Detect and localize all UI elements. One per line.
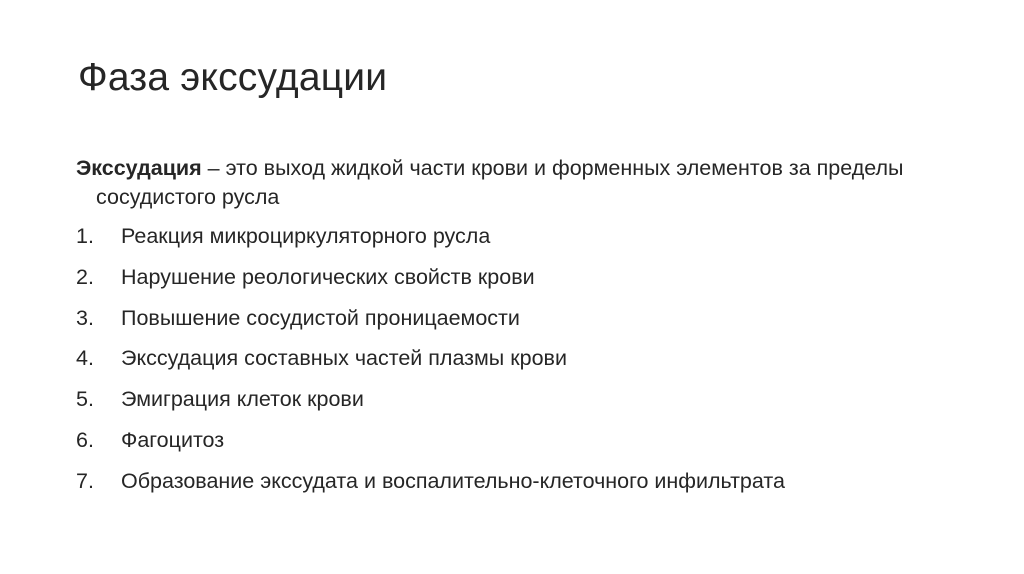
step-text: Реакция микроциркуляторного русла (121, 224, 491, 249)
list-item (76, 426, 976, 467)
step-number: 1. (76, 224, 94, 249)
definition-text: – это выход жидкой части крови и форменных элементов за пределы сосудистого русла (96, 156, 904, 210)
list-item (76, 304, 976, 345)
list-item (76, 263, 976, 304)
step-text: Экссудация составных частей плазмы крови (121, 346, 567, 371)
step-text: Образование экссудата и воспалительно-клеточного инфильтрата (121, 468, 785, 493)
step-number: 2. (76, 264, 94, 289)
step-number: 6. (76, 428, 94, 453)
step-text: Фагоцитоз (121, 428, 225, 453)
step-text: Нарушение реологических свойств крови (121, 264, 535, 289)
step-text: Повышение сосудистой проницаемости (121, 305, 520, 330)
slide-title: Фаза экссудации (78, 56, 388, 99)
list-item (76, 222, 976, 263)
step-number: 3. (76, 305, 94, 330)
list-item (76, 467, 976, 508)
step-number: 4. (76, 346, 94, 371)
list-item (76, 385, 976, 426)
list-item (76, 344, 976, 385)
step-text: Эмиграция клеток крови (121, 387, 364, 412)
definition-paragraph (76, 154, 976, 212)
step-number: 5. (76, 387, 94, 412)
definition-term: Экссудация (76, 156, 202, 180)
step-number: 7. (76, 468, 94, 493)
slide-content (76, 154, 976, 508)
phase-steps-list (76, 222, 976, 508)
